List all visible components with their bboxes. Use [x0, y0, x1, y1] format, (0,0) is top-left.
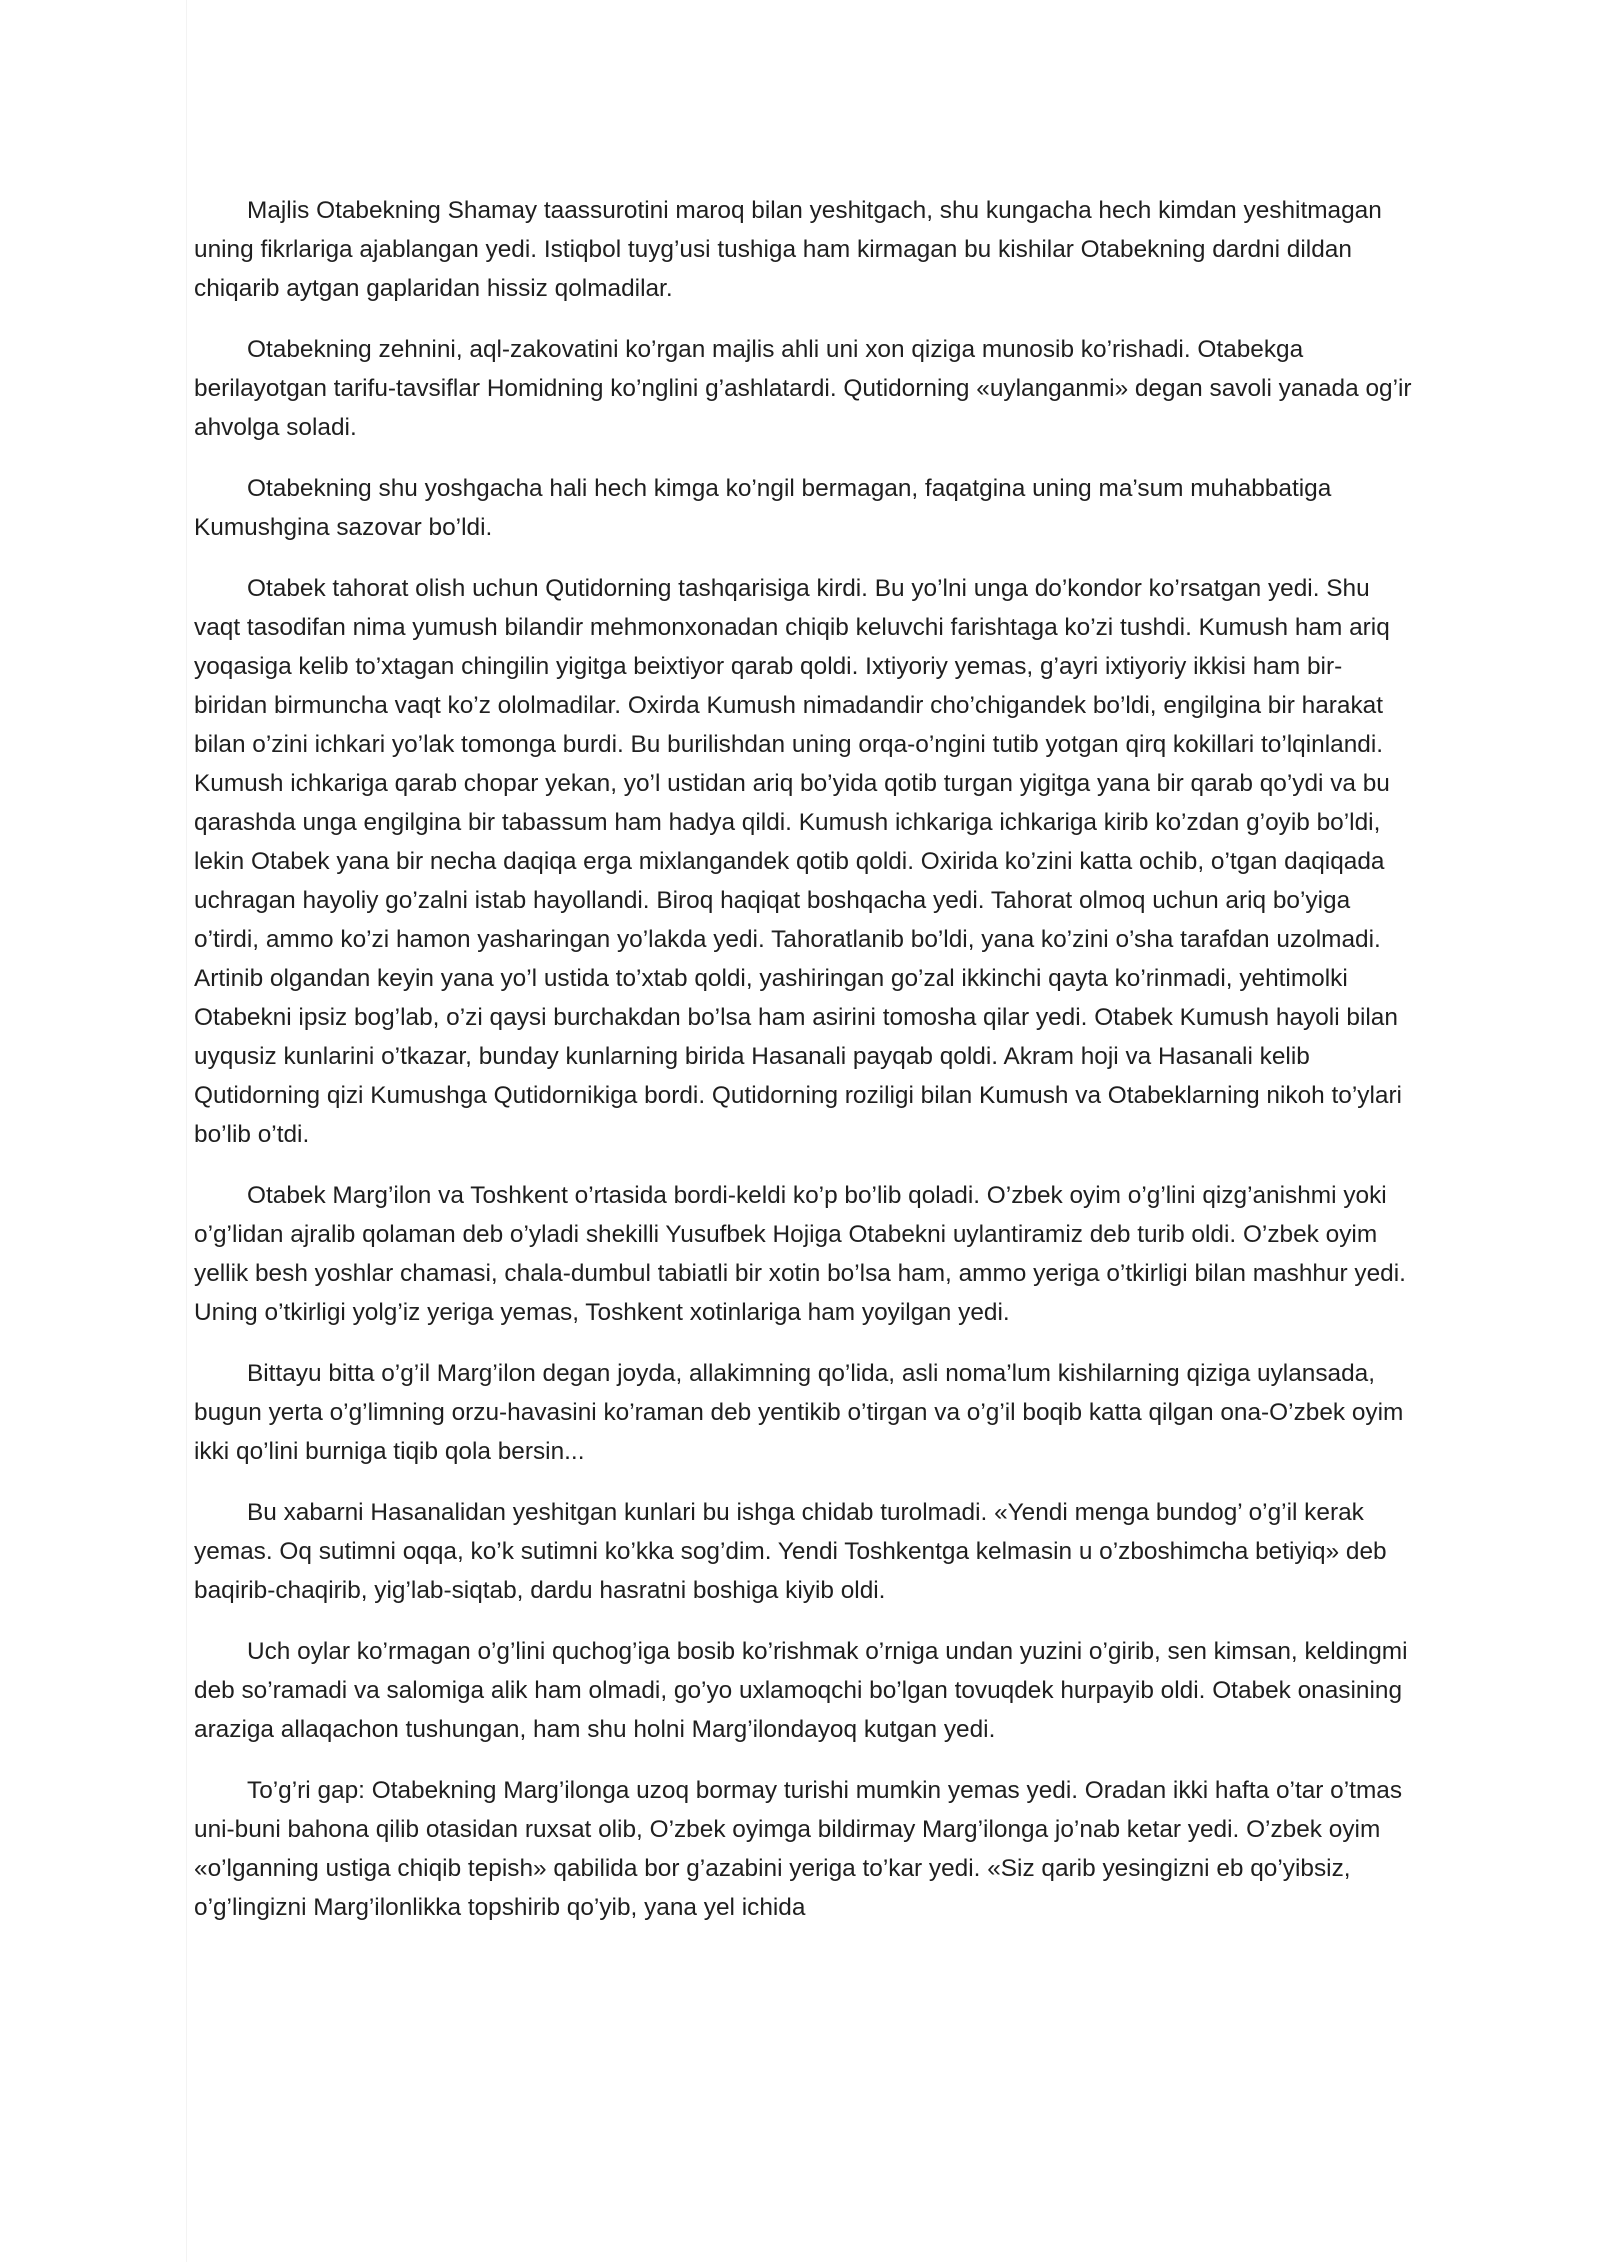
paragraph: Otabekning zehnini, aql-zakovatini ko’rgan majlis ahli uni xon qiziga munosib ko’rishadi. Otabekga berilayotgan tarifu-tavsiflar Homidning ko’nglini g’ashlatardi. Qutidorning «uylanganmi» degan savoli yanada og’ir ahvolga soladi.: [194, 336, 1412, 441]
paragraph: Otabekning shu yoshgacha hali hech kimga ko’ngil bermagan, faqatgina uning ma’sum muhabbatiga Kumushgina sazovar bo’ldi.: [194, 475, 1332, 541]
paragraph: Bu xabarni Hasanalidan yeshitgan kunlari bu ishga chidab turolmadi. «Yendi menga bundog’ o’g’il kerak yemas. Oq sutimni oqqa, ko’k sutimni ko’kka sog’dim. Yendi Toshkentga kelmasin u o’zboshimcha betiyiq» deb baqirib-chaqirib, yig’lab-siqtab, dardu hasratni boshiga kiyib oldi.: [194, 1499, 1387, 1604]
paragraph: Uch oylar ko’rmagan o’g’lini quchog’iga bosib ko’rishmak o’rniga undan yuzini o’girib, sen kimsan, keldingmi deb so’ramadi va salomiga alik ham olmadi, go’yo uxlamoqchi bo’lgan tovuqdek hurpayib oldi. Otabek onasining araziga allaqachon tushungan, ham shu holni Marg’ilondayoq kutgan yedi.: [194, 1638, 1408, 1743]
paragraph: Bittayu bitta o’g’il Marg’ilon degan joyda, allakimning qo’lida, asli noma’lum kishilarning qiziga uylansada, bugun yerta o’g’limning orzu-havasini ko’raman deb yentikib o’tirgan va o’g’il boqib katta qilgan ona-O’zbek oyim ikki qo’lini burniga tiqib qola bersin...: [194, 1360, 1404, 1465]
page-edge-divider: [186, 0, 187, 2262]
paragraph: Majlis Otabekning Shamay taassurotini maroq bilan yeshitgach, shu kungacha hech kimdan yeshitmagan uning fikrlariga ajablangan yedi. Istiqbol tuyg’usi tushiga ham kirmagan bu kishilar Otabekning dardni dildan chiqarib aytgan gaplaridan hissiz qolmadilar.: [194, 197, 1382, 302]
document-body: [194, 191, 1414, 1949]
paragraph: To’g’ri gap: Otabekning Marg’ilonga uzoq bormay turishi mumkin yemas yedi. Oradan ikki hafta o’tar o’tmas uni-buni bahona qilib otasidan ruxsat olib, O’zbek oyimga bildirmay Marg’ilonga jo’nab ketar yedi. O’zbek oyim «o’lganning ustiga chiqib tepish» qabilida bor g’azabini yeriga to’kar yedi. «Siz qarib yesingizni eb qo’yibsiz, o’g’lingizni Marg’ilonlikka topshirib qo’yib, yana yel ichida: [194, 1777, 1403, 1921]
paragraph: Otabek tahorat olish uchun Qutidorning tashqarisiga kirdi. Bu yo’lni unga do’kondor ko’rsatgan yedi. Shu vaqt tasodifan nima yumush bilandir mehmonxonadan chiqib keluvchi farishtaga ko’zi tushdi. Kumush ham ariq yoqasiga kelib to’xtagan chingilin yigitga beixtiyor qarab qoldi. Ixtiyoriy yemas, g’ayri ixtiyoriy ikkisi ham bir-biridan birmuncha vaqt ko’z ololmadilar. Oxirda Kumush nimadandir cho’chigandek bo’ldi, engilgina bir harakat bilan o’zini ichkari yo’lak tomonga burdi. Bu burilishdan uning orqa-o’ngini tutib yotgan qirq kokillari to’lqinlandi. Kumush ichkariga qarab chopar yekan, yo’l ustidan ariq bo’yida qotib turgan yigitga yana bir qarab qo’ydi va bu qarashda unga engilgina bir tabassum ham hadya qildi. Kumush ichkariga ichkariga kirib ko’zdan g’oyib bo’ldi, lekin Otabek yana bir necha daqiqa erga mixlangandek qotib qoldi. Oxirida ko’zini katta ochib, o’tgan daqiqada uchragan hayoliy go’zalni istab hayollandi. Biroq haqiqat boshqacha yedi. Tahorat olmoq uchun ariq bo’yiga o’tirdi, ammo ko’zi hamon yasharingan yo’lakda yedi. Tahoratlanib bo’ldi, yana ko’zini o’sha tarafdan uzolmadi. Artinib olgandan keyin yana yo’l ustida to’xtab qoldi, yashiringan go’zal ikkinchi qayta ko’rinmadi, yehtimolki Otabekni ipsiz bog’lab, o’zi qaysi burchakdan bo’lsa ham asirini tomosha qilar yedi. Otabek Kumush hayoli bilan uyqusiz kunlarini o’tkazar, bunday kunlarning birida Hasanali payqab qoldi. Akram hoji va Hasanali kelib Qutidorning qizi Kumushga Qutidornikiga bordi. Qutidorning roziligi bilan Kumush va Otabeklarning nikoh to’ylari bo’lib o’tdi.: [194, 575, 1402, 1148]
paragraph: Otabek Marg’ilon va Toshkent o’rtasida bordi-keldi ko’p bo’lib qoladi. O’zbek oyim o’g’lini qizg’anishmi yoki o’g’lidan ajralib qolaman deb o’yladi shekilli Yusufbek Hojiga Otabekni uylantiramiz deb turib oldi. O’zbek oyim yellik besh yoshlar chamasi, chala-dumbul tabiatli bir xotin bo’lsa ham, ammo yeriga o’tkirligi bilan mashhur yedi. Uning o’tkirligi yolg’iz yeriga yemas, Toshkent xotinlariga ham yoyilgan yedi.: [194, 1182, 1406, 1326]
